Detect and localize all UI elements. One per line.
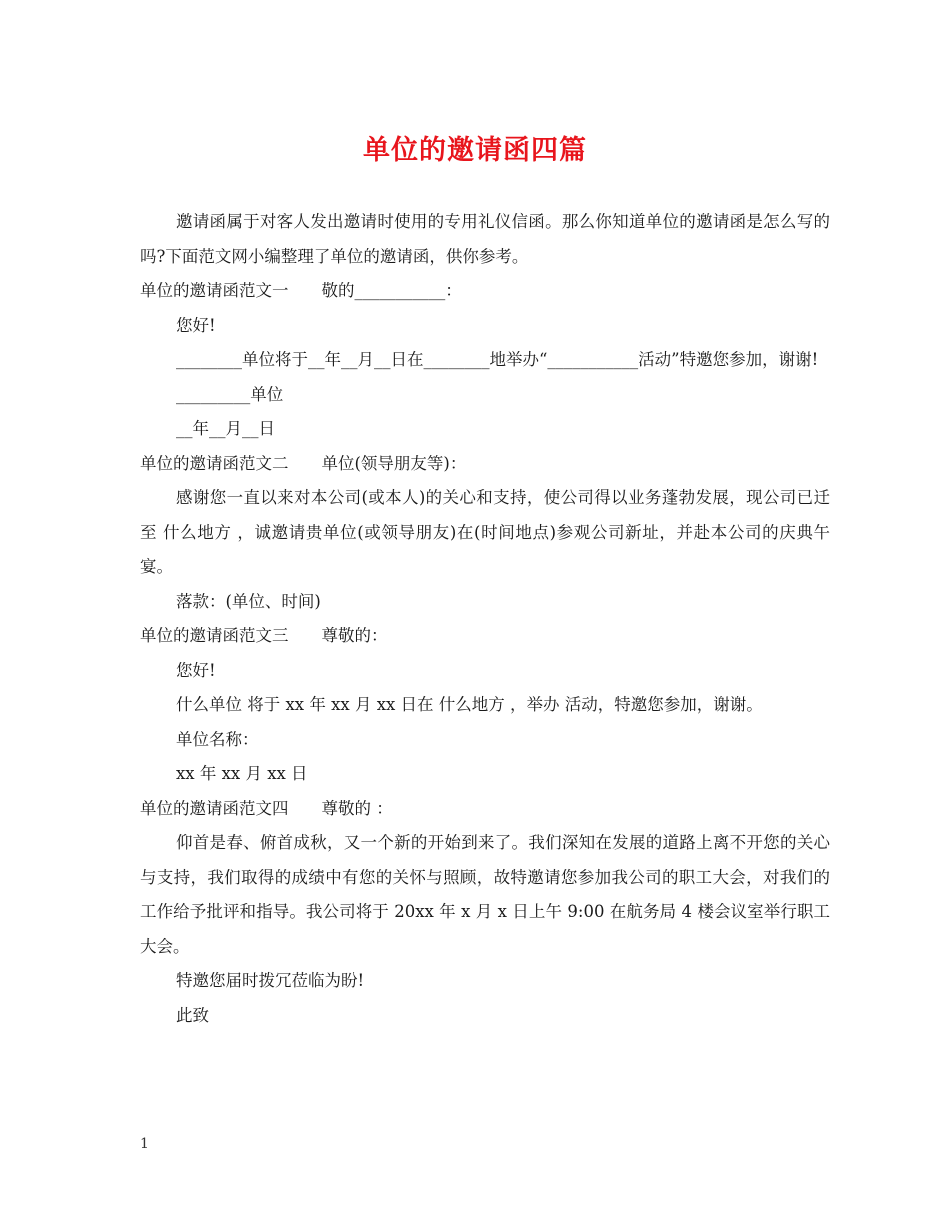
sample3-greeting: 您好! bbox=[176, 660, 216, 680]
document-title: 单位的邀请函四篇 bbox=[363, 135, 587, 166]
sample4-heading: 单位的邀请函范文四 尊敬的 ： bbox=[140, 798, 393, 818]
sample3-unit-name: 单位名称： bbox=[176, 729, 259, 749]
sample2-signoff: 落款：(单位、时间) bbox=[176, 591, 321, 611]
sample1-date: __年__月__日 bbox=[176, 419, 275, 438]
sample1-body: ________单位将于__年__月__日在________地举办“___________活动”特邀您参加，谢谢! bbox=[176, 350, 819, 369]
sample4-closing: 此致 bbox=[176, 1005, 209, 1025]
page-number: 1 bbox=[140, 1136, 149, 1152]
sample2-body: 感谢您一直以来对本公司(或本人)的关心和支持，使公司得以业务蓬勃发展，现公司已迁至 什么地方 ，诚邀请贵单位(或领导朋友)在(时间地点)参观公司新址，并赴本公司的庆典午宴。 bbox=[140, 488, 830, 576]
sample3-body: 什么单位 将于 xx 年 xx 月 xx 日在 什么地方 ，举办 活动，特邀您参加，谢谢。 bbox=[176, 695, 763, 714]
sample3-heading: 单位的邀请函范文三 尊敬的： bbox=[140, 626, 388, 645]
sample1-heading: 单位的邀请函范文一 敬的___________： bbox=[140, 281, 462, 300]
sample1-greeting: 您好! bbox=[176, 315, 216, 335]
sample4-body: 仰首是春、俯首成秋，又一个新的开始到来了。我们深知在发展的道路上离不开您的关心与支持，我们取得的成绩中有您的关怀与照顾，故特邀请您参加我公司的职工大会，对我们的工作给予批评和指导。我公司将于 20xx 年 x 月 x 日上午 9:00 在航务局 4 楼会议室举行职工大会。 bbox=[140, 833, 830, 956]
intro-paragraph: 邀请函属于对客人发出邀请时使用的专用礼仪信函。那么你知道单位的邀请函是怎么写的吗?下面范文网小编整理了单位的邀请函，供你参考。 bbox=[140, 212, 830, 266]
sample3-date: xx 年 xx 月 xx 日 bbox=[176, 764, 308, 783]
sample4-invite: 特邀您届时拨冗莅临为盼! bbox=[176, 971, 365, 990]
sample1-signature: _________单位 bbox=[176, 384, 284, 404]
sample2-heading: 单位的邀请函范文二 单位(领导朋友等)： bbox=[140, 453, 467, 473]
document-body bbox=[140, 205, 830, 1033]
